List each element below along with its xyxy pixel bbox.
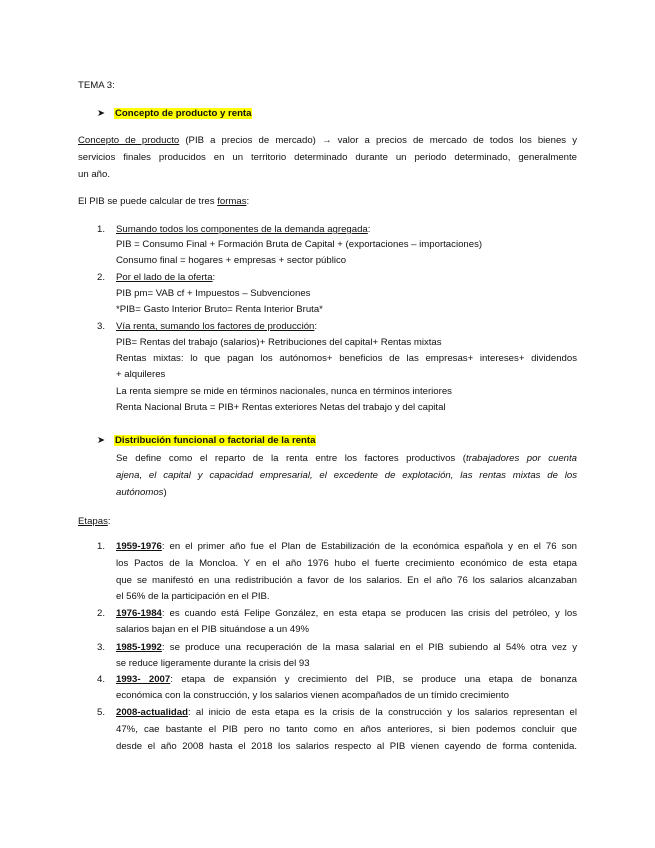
etapa-line: salarios bajan en el PIB situándose a un 49% [116, 624, 310, 635]
method-title-oferta [116, 271, 215, 284]
etapa-line [116, 607, 577, 620]
distribucion-italic: autónomos [116, 487, 164, 498]
list-number: 3. [97, 321, 106, 332]
list-item-line: Renta Nacional Bruta = PIB+ Rentas exteriores Netas del trabajo y del capital [116, 402, 446, 413]
section-heading-distribucion [114, 434, 316, 447]
list-item-line: *PIB= Gasto Interior Bruto= Renta Interior Bruta* [116, 304, 323, 315]
arrow-bullet-icon: ➤ [97, 435, 106, 446]
etapa-text: : etapa de expansión y crecimiento del PIB, se produce una etapa de bonanza [170, 674, 577, 685]
formas-word: formas [217, 196, 247, 207]
etapa-line: económica con la construcción, y los salarios vienen acompañados de un tímido crecimiento [116, 690, 510, 701]
method-title-colon: : [212, 272, 216, 283]
distribucion-line-2: ajena, el capital y capacidad empresarial, el excedente de explotación, las rentas mixtas de los [116, 470, 577, 481]
list-number: 2. [97, 608, 106, 619]
formas-text: El PIB se puede calcular de tres [78, 196, 218, 207]
section-heading-producto-renta [114, 107, 252, 120]
etapa-period: 1993- 2007 [116, 674, 171, 685]
formas-line [78, 195, 249, 208]
highlighted-heading: Distribución funcional o factorial de la renta [115, 435, 316, 446]
list-number: 1. [97, 541, 106, 552]
list-number: 1. [97, 224, 106, 235]
list-item-line: Rentas mixtas: lo que pagan los autónomos+ beneficios de las empresas+ intereses+ dividendos [116, 353, 577, 364]
etapa-line: se reduce ligeramente durante la crisis del 93 [116, 658, 310, 669]
etapa-text: : se produce una recuperación de la masa salarial en el PIB subiendo al 54% otra vez y [161, 642, 577, 653]
concepto-line-1-text: (PIB a precios de mercado) → valor a precios de mercado de todos los bienes y [179, 135, 577, 146]
etapa-line: que se manifestó en una redistribución a favor de los salarios. En el año 76 los salarios alcanzaban [116, 575, 577, 586]
distribucion-italic: trabajadores por cuenta [465, 453, 577, 464]
list-item-line: PIB= Rentas del trabajo (salarios)+ Retribuciones del capital+ Rentas mixtas [116, 337, 442, 348]
distribucion-text: Se define como el reparto de la renta entre los factores productivos ( [116, 453, 466, 464]
document-title: TEMA 3: [78, 80, 115, 91]
etapa-line [116, 540, 577, 553]
concepto-line-1 [78, 134, 577, 147]
etapa-text: : en el primer año fue el Plan de Estabilización de la económica española y en el 76 son [161, 541, 577, 552]
method-title-text: Sumando todos los componentes de la demanda agregada [116, 224, 368, 235]
etapa-line: los Pactos de la Moncloa. Y en el año 1976 hubo el fuerte crecimiento económico de esta etapa [116, 558, 577, 569]
arrow-bullet-icon: ➤ [97, 108, 106, 119]
list-item-line: PIB pm= VAB cf + Impuestos – Subvenciones [116, 288, 311, 299]
etapas-heading [78, 515, 111, 528]
list-item-line: PIB = Consumo Final + Formación Bruta de Capital + (exportaciones – importaciones) [116, 239, 483, 250]
list-item-line: La renta siempre se mide en términos nacionales, nunca en términos interiores [116, 386, 452, 397]
etapa-line: desde el año 2008 hasta el 2018 los salarios respecto al PIB vienen cayendo de forma contenida. [116, 741, 577, 752]
etapa-text: : es cuando está Felipe González, en esta etapa se producen las crisis del petróleo, y los [161, 608, 577, 619]
etapas-colon: : [107, 516, 111, 527]
list-number: 3. [97, 642, 106, 653]
list-number: 4. [97, 674, 106, 685]
method-title-demanda [116, 223, 370, 236]
list-item-line: + alquileres [116, 369, 166, 380]
list-number: 2. [97, 272, 106, 283]
concepto-line-2: servicios finales producidos en un territorio determinado durante un periodo determinado, generalmente [78, 152, 577, 163]
etapa-line [116, 706, 577, 719]
method-title-colon: : [367, 224, 371, 235]
highlighted-heading: Concepto de producto y renta [115, 108, 252, 119]
method-title-text: Por el lado de la oferta [116, 272, 213, 283]
list-number: 5. [97, 707, 106, 718]
etapa-period: 1976-1984 [116, 608, 162, 619]
etapa-period: 1985-1992 [116, 642, 162, 653]
etapa-period: 1959-1976 [116, 541, 162, 552]
distribucion-line-3 [116, 486, 167, 499]
etapa-period: 2008-actualidad [116, 707, 188, 718]
etapa-text: : al inicio de esta etapa es la crisis de la construcción y los salarios representan el [188, 707, 577, 718]
list-item-line: Consumo final = hogares + empresas + sector público [116, 255, 347, 266]
concepto-line-3: un año. [78, 169, 111, 180]
etapa-line [116, 673, 577, 686]
etapas-word: Etapas [78, 516, 108, 527]
formas-colon: : [246, 196, 250, 207]
etapa-line [116, 641, 577, 654]
distribucion-line-1 [116, 452, 577, 465]
method-title-renta [116, 320, 317, 333]
concepto-term: Concepto de producto [78, 135, 180, 146]
method-title-colon: : [314, 321, 318, 332]
method-title-text: Vía renta, sumando los factores de producción [116, 321, 315, 332]
etapa-line: el 56% de la participación en el PIB. [116, 591, 270, 602]
distribucion-text: ) [163, 487, 167, 498]
etapa-line: 47%, cae bastante el PIB pero no tanto como en años anteriores, si bien podemos concluir que [116, 724, 577, 735]
